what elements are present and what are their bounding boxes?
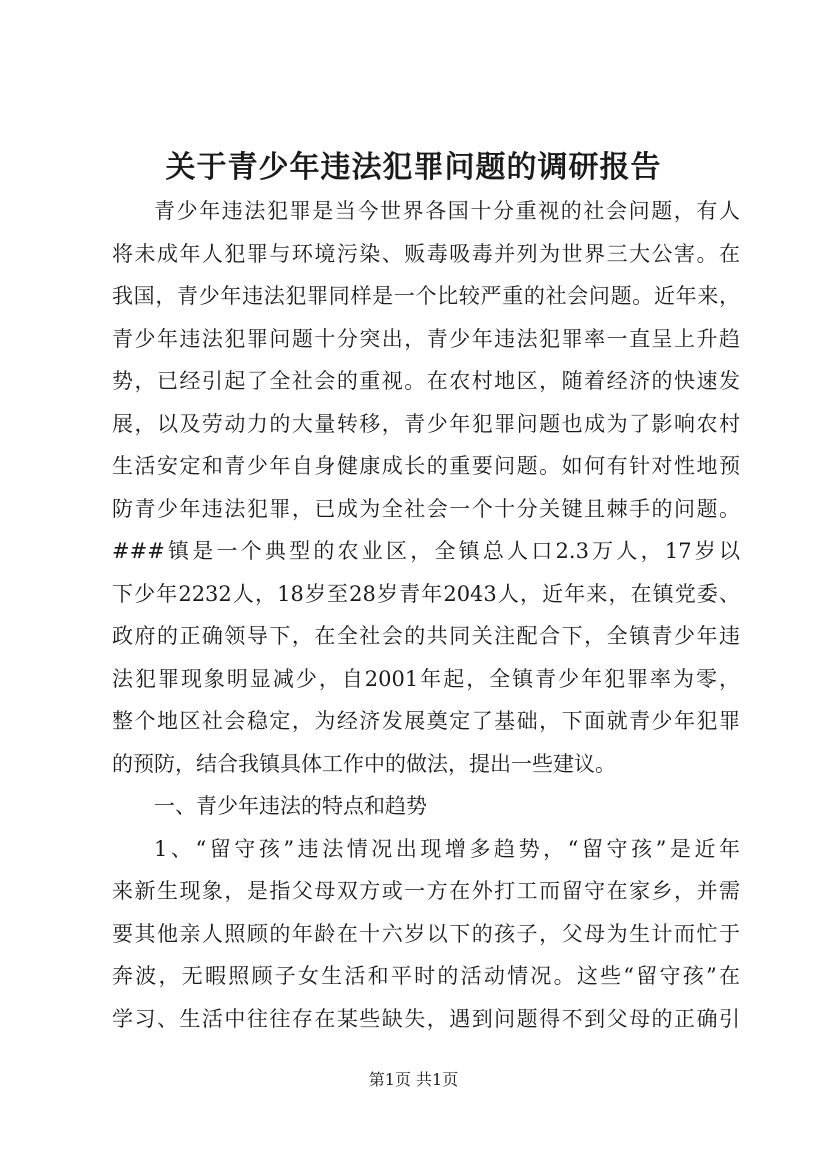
paragraph-line: 势，已经引起了全社会的重视。在农村地区，随着经济的快速发: [112, 369, 740, 393]
page-number-footer: 第1页 共1页: [368, 1070, 459, 1089]
paragraph-line: 学习、生活中往往存在某些缺失，遇到问题得不到父母的正确引: [112, 1006, 740, 1031]
paragraph-line: 法犯罪现象明显减少，自2001年起，全镇青少年犯罪率为零，: [112, 666, 740, 691]
paragraph-line: 青少年违法犯罪是当今世界各国十分重视的社会问题，有人: [154, 199, 740, 223]
paragraph-line: 防青少年违法犯罪，已成为全社会一个十分关键且棘手的问题。: [112, 496, 740, 521]
paragraph-line: 生活安定和青少年自身健康成长的重要问题。如何有针对性地预: [112, 454, 740, 478]
paragraph-line: 青少年违法犯罪问题十分突出，青少年违法犯罪率一直呈上升趋: [112, 326, 740, 351]
paragraph-line: 政府的正确领导下，在全社会的共同关注配合下，全镇青少年违: [112, 624, 740, 648]
paragraph-line: 要其他亲人照顾的年龄在十六岁以下的孩子，父母为生计而忙于: [112, 921, 740, 946]
paragraph-line: 奔波，无暇照顾子女生活和平时的活动情况。这些“留守孩”在: [112, 964, 740, 988]
paragraph-line: 展，以及劳动力的大量转移，青少年犯罪问题也成为了影响农村: [112, 411, 740, 436]
paragraph-line: ###镇是一个典型的农业区，全镇总人口2.3万人，17岁以: [112, 539, 740, 563]
paragraph-line: 来新生现象，是指父母双方或一方在外打工而留守在家乡，并需: [112, 879, 740, 903]
paragraph-line: 将未成年人犯罪与环境污染、贩毒吸毒并列为世界三大公害。在: [112, 241, 740, 266]
paragraph-line: 我国，青少年违法犯罪同样是一个比较严重的社会问题。近年来，: [112, 284, 740, 308]
paragraph-line: 整个地区社会稳定，为经济发展奠定了基础，下面就青少年犯罪: [112, 709, 740, 733]
document-title: 关于青少年违法犯罪问题的调研报告: [165, 150, 662, 185]
section-heading: 一、青少年违法的特点和趋势: [154, 794, 427, 818]
paragraph-line: 的预防，结合我镇具体工作中的做法，提出一些建议。: [112, 751, 616, 776]
paragraph-line: 1、“留守孩”违法情况出现增多趋势，“留守孩”是近年: [154, 836, 740, 861]
document-body: [112, 190, 740, 1040]
paragraph-line: 下少年2232人，18岁至28岁青年2043人，近年来，在镇党委、: [112, 581, 740, 606]
